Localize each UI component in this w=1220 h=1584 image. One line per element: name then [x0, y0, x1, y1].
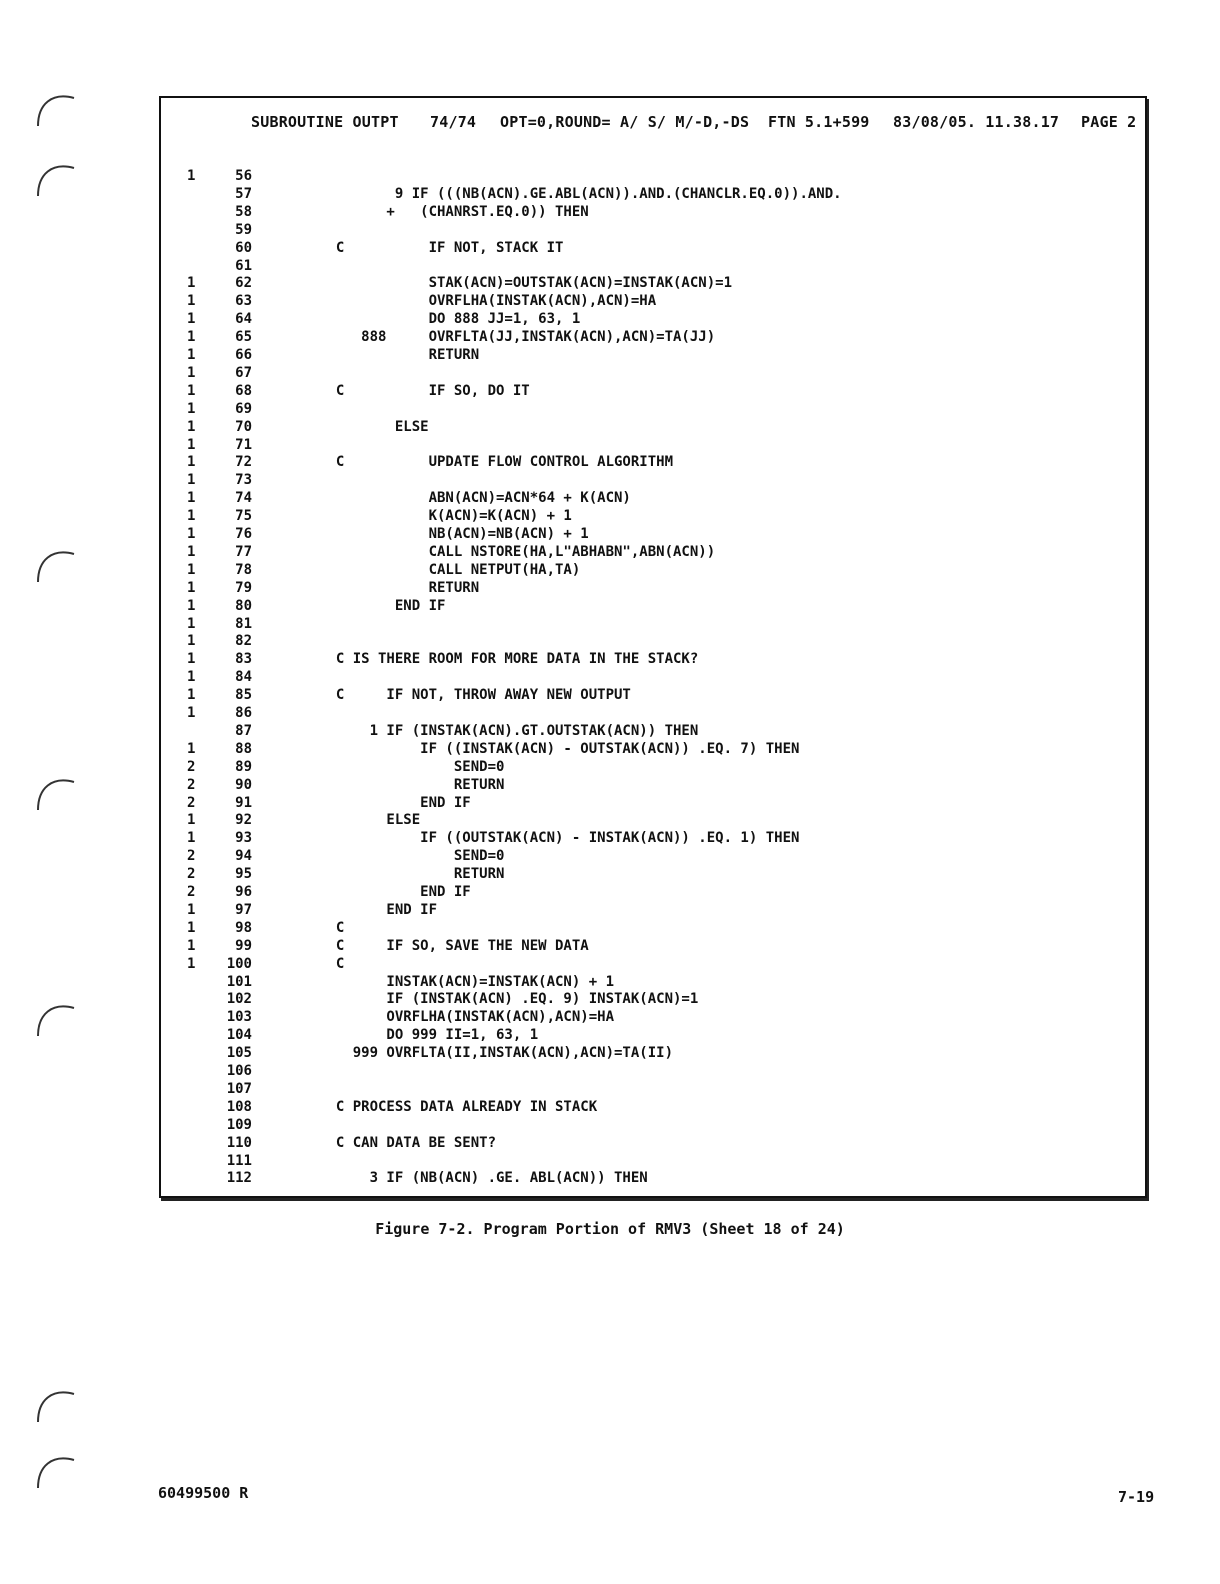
code-text: IF ((OUTSTAK(ACN) - INSTAK(ACN)) .EQ. 1) THEN [260, 830, 800, 847]
line-number: 110 [226, 1134, 252, 1151]
line-number: 62 [235, 275, 252, 292]
code-text: DO 888 JJ=1, 63, 1 [260, 311, 581, 328]
line-number: 95 [235, 866, 252, 883]
line-number: 80 [235, 597, 252, 614]
line-number: 61 [235, 257, 252, 274]
line-number: 107 [226, 1080, 252, 1097]
line-number: 72 [235, 454, 252, 471]
line-number: 79 [235, 579, 252, 596]
nesting-level: 1 [187, 400, 196, 417]
code-text: ELSE [260, 812, 421, 829]
nesting-level: 1 [187, 955, 196, 972]
code-text: C IF SO, SAVE THE NEW DATA [260, 937, 589, 954]
nesting-level: 1 [187, 597, 196, 614]
line-number: 59 [235, 221, 252, 238]
code-text: DO 999 II=1, 63, 1 [260, 1027, 539, 1044]
code-text: SEND=0 [260, 758, 505, 775]
binder-hole-mark [34, 1448, 80, 1494]
line-number: 97 [235, 901, 252, 918]
nesting-level: 1 [187, 364, 196, 381]
line-number: 63 [235, 293, 252, 310]
binder-hole-mark [34, 542, 80, 588]
nesting-level: 1 [187, 615, 196, 632]
line-number: 70 [235, 418, 252, 435]
nesting-level: 1 [187, 311, 196, 328]
nesting-level: 1 [187, 937, 196, 954]
code-text: C UPDATE FLOW CONTROL ALGORITHM [260, 454, 674, 471]
code-text: END IF [260, 597, 446, 614]
code-text: CALL NETPUT(HA,TA) [260, 561, 581, 578]
nesting-level: 1 [187, 561, 196, 578]
nesting-level: 1 [187, 740, 196, 757]
line-number: 91 [235, 794, 252, 811]
line-number: 112 [226, 1170, 252, 1187]
nesting-level: 1 [187, 901, 196, 918]
nesting-level: 2 [187, 884, 196, 900]
nesting-level: 1 [187, 508, 196, 525]
nesting-level: 2 [187, 848, 196, 865]
nesting-level: 1 [187, 418, 196, 435]
line-number: 98 [235, 919, 252, 936]
header-version: 74/74 [430, 113, 477, 131]
code-text: OVRFLHA(INSTAK(ACN),ACN)=HA [260, 1009, 615, 1026]
nesting-level: 1 [187, 526, 196, 542]
code-text: 1 IF (INSTAK(ACN).GT.OUTSTAK(ACN)) THEN [260, 722, 699, 739]
line-number: 90 [235, 776, 252, 793]
line-number: 106 [226, 1063, 252, 1079]
code-text: RETURN [260, 866, 505, 883]
code-text: STAK(ACN)=OUTSTAK(ACN)=INSTAK(ACN)=1 [260, 275, 733, 292]
header-page: PAGE 2 [1081, 113, 1137, 131]
line-number: 74 [235, 490, 252, 507]
document-number: 60499500 R [158, 1484, 249, 1502]
line-number: 100 [226, 955, 252, 972]
line-number: 56 [235, 168, 252, 184]
code-text: END IF [260, 901, 438, 918]
line-number: 88 [235, 740, 252, 757]
nesting-level: 1 [187, 347, 196, 363]
nesting-level: 1 [187, 490, 196, 507]
line-number: 71 [235, 436, 252, 453]
line-number: 87 [235, 722, 252, 739]
binder-hole-mark [34, 770, 80, 816]
code-text: ABN(ACN)=ACN*64 + K(ACN) [260, 490, 631, 507]
line-number: 111 [226, 1152, 252, 1169]
nesting-level: 1 [187, 329, 196, 346]
code-text: C IF SO, DO IT [260, 382, 530, 399]
line-number: 67 [235, 364, 252, 381]
header-datetime: 83/08/05. 11.38.17 [893, 113, 1060, 131]
nesting-level: 1 [187, 436, 196, 453]
code-text: C [260, 955, 345, 972]
nesting-level: 1 [187, 687, 196, 704]
code-text: C IF NOT, THROW AWAY NEW OUTPUT [260, 687, 631, 704]
line-number: 105 [226, 1045, 252, 1062]
header-routine: SUBROUTINE OUTPT [251, 113, 399, 131]
nesting-level: 2 [187, 776, 196, 793]
nesting-level: 1 [187, 669, 196, 686]
nesting-level: 1 [187, 919, 196, 936]
code-text: C CAN DATA BE SENT? [260, 1134, 497, 1151]
line-number: 85 [235, 687, 252, 704]
line-number: 81 [235, 615, 252, 632]
binder-hole-mark [34, 86, 80, 132]
code-text: ELSE [260, 418, 429, 435]
code-text: C [260, 919, 345, 936]
line-number: 77 [235, 543, 252, 560]
code-text: C PROCESS DATA ALREADY IN STACK [260, 1098, 598, 1115]
nesting-level: 1 [187, 543, 196, 560]
line-number: 104 [226, 1027, 252, 1044]
nesting-level: 2 [187, 758, 196, 775]
line-number: 99 [235, 937, 252, 954]
code-text: C IF NOT, STACK IT [260, 239, 564, 256]
nesting-level: 1 [187, 705, 196, 721]
nesting-level: 1 [187, 382, 196, 399]
line-number: 68 [235, 382, 252, 399]
line-number: 84 [235, 669, 252, 686]
code-text: K(ACN)=K(ACN) + 1 [260, 508, 572, 525]
binder-hole-mark [34, 996, 80, 1042]
nesting-level: 1 [187, 830, 196, 847]
nesting-level: 1 [187, 633, 196, 650]
nesting-level: 2 [187, 794, 196, 811]
line-number: 64 [235, 311, 252, 328]
line-number: 76 [235, 526, 252, 542]
line-number: 89 [235, 758, 252, 775]
line-number: 60 [235, 239, 252, 256]
line-number: 78 [235, 561, 252, 578]
binder-hole-mark [34, 156, 80, 202]
header-options: OPT=0,ROUND= A/ S/ M/-D,-DS [500, 113, 750, 131]
nesting-level: 1 [187, 275, 196, 292]
code-text: 888 OVRFLTA(JJ,INSTAK(ACN),ACN)=TA(JJ) [260, 329, 716, 346]
line-number: 86 [235, 705, 252, 721]
code-text: + (CHANRST.EQ.0)) THEN [260, 203, 589, 220]
line-number: 92 [235, 812, 252, 829]
line-number: 102 [226, 991, 252, 1008]
line-number: 66 [235, 347, 252, 363]
code-text: 3 IF (NB(ACN) .GE. ABL(ACN)) THEN [260, 1170, 648, 1187]
line-number: 82 [235, 633, 252, 650]
code-text: INSTAK(ACN)=INSTAK(ACN) + 1 [260, 973, 615, 990]
code-text: SEND=0 [260, 848, 505, 865]
line-number: 108 [226, 1098, 252, 1115]
line-number: 57 [235, 185, 252, 202]
line-number: 69 [235, 400, 252, 417]
nesting-level: 1 [187, 454, 196, 471]
code-text: C IS THERE ROOM FOR MORE DATA IN THE STACK? [260, 651, 699, 668]
code-text: RETURN [260, 776, 505, 793]
line-number: 58 [235, 203, 252, 220]
code-text: 999 OVRFLTA(II,INSTAK(ACN),ACN)=TA(II) [260, 1045, 674, 1062]
nesting-level: 1 [187, 293, 196, 310]
nesting-level: 1 [187, 651, 196, 668]
nesting-level: 2 [187, 866, 196, 883]
code-text: OVRFLHA(INSTAK(ACN),ACN)=HA [260, 293, 657, 310]
nesting-level: 1 [187, 168, 196, 184]
binder-hole-mark [34, 1382, 80, 1428]
line-number: 101 [226, 973, 252, 990]
page-number: 7-19 [1118, 1488, 1155, 1506]
code-text: END IF [260, 884, 471, 900]
line-number: 96 [235, 884, 252, 900]
code-text: 9 IF (((NB(ACN).GE.ABL(ACN)).AND.(CHANCLR.EQ.0)).AND. [260, 185, 842, 202]
line-number: 103 [226, 1009, 252, 1026]
nesting-level: 1 [187, 472, 196, 489]
code-text: RETURN [260, 347, 480, 363]
code-text: RETURN [260, 579, 480, 596]
code-text: CALL NSTORE(HA,L"ABHABN",ABN(ACN)) [260, 543, 716, 560]
code-text: END IF [260, 794, 471, 811]
line-number: 109 [226, 1116, 252, 1133]
code-text: IF (INSTAK(ACN) .EQ. 9) INSTAK(ACN)=1 [260, 991, 699, 1008]
line-number: 73 [235, 472, 252, 489]
code-text: NB(ACN)=NB(ACN) + 1 [260, 526, 589, 542]
header-compiler: FTN 5.1+599 [768, 113, 870, 131]
figure-caption: Figure 7-2. Program Portion of RMV3 (Sheet 18 of 24) [375, 1220, 845, 1238]
line-number: 75 [235, 508, 252, 525]
code-text: IF ((INSTAK(ACN) - OUTSTAK(ACN)) .EQ. 7) THEN [260, 740, 800, 757]
line-number: 93 [235, 830, 252, 847]
nesting-level: 1 [187, 812, 196, 829]
line-number: 83 [235, 651, 252, 668]
nesting-level: 1 [187, 579, 196, 596]
line-number: 65 [235, 329, 252, 346]
line-number: 94 [235, 848, 252, 865]
